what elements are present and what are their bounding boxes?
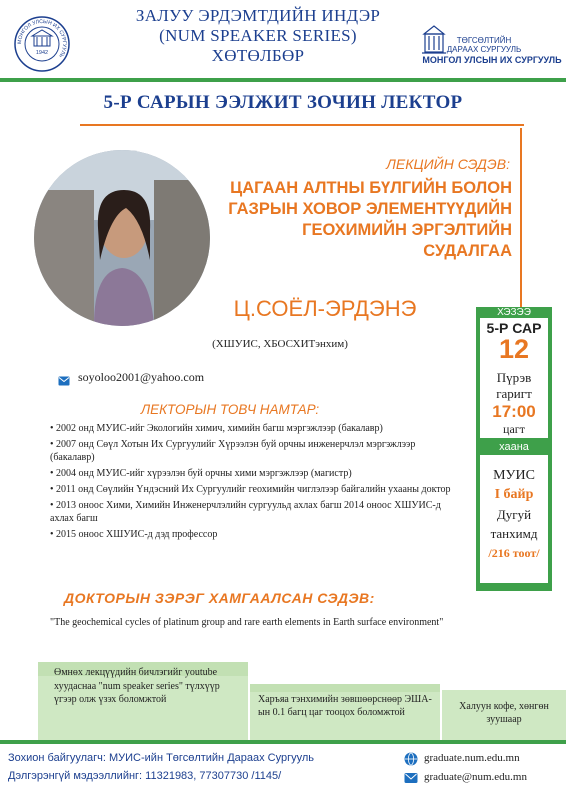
venue-org: МУИС bbox=[493, 468, 535, 483]
logo-line-1: ТӨГСӨЛТИЙН bbox=[456, 36, 512, 45]
refreshments-note: Халуун кофе, хөнгөн зуушаар bbox=[459, 701, 549, 725]
program-title bbox=[100, 6, 416, 66]
event-month: 5-Р САР bbox=[486, 320, 542, 336]
bio-item: • 2004 онд МУИС-ийг хүрээлэн буй орчны хими мэргэжлээр (магистр) bbox=[50, 468, 352, 480]
topic-line-3: ГЕОХИМИЙН ЭРГЭЛТИЙН bbox=[302, 221, 512, 239]
topic-line-4: СУДАЛГАА bbox=[423, 242, 512, 260]
speaker-email[interactable]: soyoloo2001@yahoo.com bbox=[78, 370, 205, 384]
program-title-line-2: (NUM SPEAKER SERIES) bbox=[159, 26, 357, 45]
logo-line-3: МОНГОЛ УЛСЫН ИХ СУРГУУЛЬ bbox=[422, 55, 562, 65]
event-time: 17:00 bbox=[492, 402, 536, 421]
footer-divider bbox=[0, 740, 566, 744]
envelope-icon bbox=[404, 771, 418, 785]
topic-label: ЛЕКЦИЙН СЭДЭВ: bbox=[386, 156, 510, 172]
seal-year: 1942 bbox=[35, 50, 49, 56]
lecture-topic bbox=[200, 178, 512, 262]
program-title-line-1: ЗАЛУУ ЭРДЭМТДИЙН ИНДЭР bbox=[135, 6, 381, 25]
topic-line-1: ЦАГААН АЛТНЫ БҮЛГИЙН БОЛОН bbox=[230, 179, 512, 197]
where-label: хаана bbox=[499, 441, 529, 453]
speaker-photo bbox=[34, 150, 210, 326]
event-weekday-2: гаригт bbox=[496, 386, 532, 401]
event-day: 12 bbox=[498, 334, 530, 364]
event-weekday-1: Пүрэв bbox=[496, 370, 532, 385]
recording-note: Өмнөх лекцүүдийн бичлэгийг youtube хуудаснаа "num speaker series" түлхүүр үгээр олж үзэх боломжтой bbox=[54, 667, 220, 705]
right-accent-line bbox=[520, 128, 522, 308]
bio-item: • 2015 оноос ХШУИС-д дэд профессор bbox=[50, 529, 218, 541]
topic-line-2: ГАЗРЫН ХОВОР ЭЛЕМЕНТҮҮДИЙН bbox=[228, 200, 512, 218]
footer-contact: Дэлгэрэнгүй мэдээллийнг: 11321983, 77307730 /1145/ bbox=[8, 770, 282, 782]
headline-underline bbox=[80, 124, 524, 126]
bio-list bbox=[50, 422, 452, 544]
event-time-unit: цагт bbox=[503, 422, 525, 436]
credit-note: Харъяа тэнхимийн зөвшөөрснөөр ЭША-ын 0.1 багц цаг тооцох боломжтой bbox=[258, 694, 432, 718]
seal-ring-text: МОНГОЛ УЛСЫН ИХ СУРГУУЛЬ bbox=[16, 18, 68, 59]
bio-item: • 2013 оноос Хими, Химийн Инженерчлэлийн сургуульд ахлах багш 2014 оноос ХШУИС-д ахлах багш bbox=[50, 499, 441, 525]
speaker-name: Ц.СОЁЛ-ЭРДЭНЭ bbox=[233, 296, 417, 321]
footer-organizer: Зохион байгуулагч: МУИС-ийн Төгсөлтийн Дараах Сургууль bbox=[8, 752, 315, 764]
dissertation-text: "The geochemical cycles of platinum group and rare earth elements in Earth surface environment" bbox=[50, 617, 444, 628]
venue-building: I байр bbox=[494, 487, 534, 502]
speaker-affiliation: (ХШУИС, ХБОСХИТэнхим) bbox=[212, 338, 348, 350]
logo-text-school bbox=[444, 36, 524, 54]
footer-email[interactable]: graduate@num.edu.mn bbox=[424, 771, 527, 783]
venue-room-2: танхимд bbox=[490, 526, 538, 541]
globe-icon bbox=[404, 752, 418, 766]
logo-line-2: ДАРААХ СУРГУУЛЬ bbox=[446, 45, 522, 54]
credit-note-strip bbox=[250, 684, 440, 692]
when-label: ХЭЗЭЭ bbox=[497, 307, 531, 318]
program-title-line-3: ХӨТӨЛБӨР bbox=[211, 46, 305, 65]
venue-room-number: /216 тоот/ bbox=[488, 546, 540, 560]
bio-title: ЛЕКТОРЫН ТОВЧ НАМТАР: bbox=[140, 402, 320, 417]
footer-website[interactable]: graduate.num.edu.mn bbox=[424, 752, 520, 764]
envelope-icon bbox=[58, 373, 70, 383]
dissertation-title: ДОКТОРЫН ЗЭРЭГ ХАМГААЛСАН СЭДЭВ: bbox=[64, 590, 375, 606]
bio-item: • 2007 онд Сөүл Хотын Их Сургуулийг Хүрээлэн буй орчны инженерчлэл мэргэжлээр (бакалавр) bbox=[50, 438, 416, 464]
num-seal-logo bbox=[14, 16, 70, 72]
bio-item: • 2002 онд МУИС-ийг Экологийн химич, химийн багш мэргэжлээр (бакалавр) bbox=[50, 423, 383, 434]
header-divider bbox=[0, 78, 566, 82]
headline: 5-Р САРЫН ЭЭЛЖИТ ЗОЧИН ЛЕКТОР bbox=[103, 92, 463, 113]
venue-room-1: Дугуй bbox=[496, 507, 532, 522]
bio-item: • 2011 онд Сөүлийн Үндэсний Их Сургуулийг геохимийн чиглэлээр байгалийн ухааны доктор bbox=[50, 483, 451, 495]
